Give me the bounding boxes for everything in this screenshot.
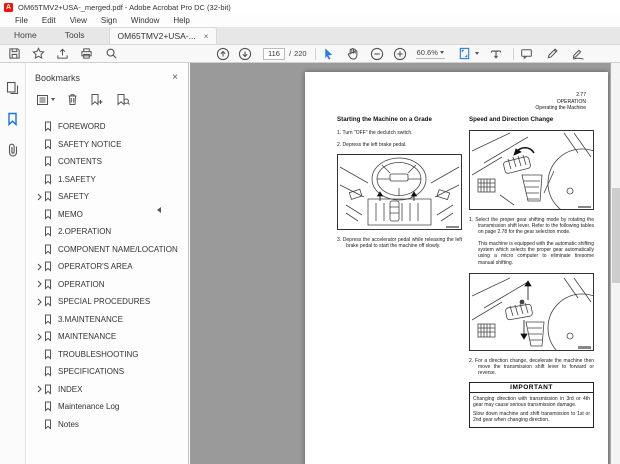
save-button[interactable] — [6, 47, 22, 61]
menu-item[interactable]: File — [15, 16, 28, 25]
shift-lever-updown-figure — [469, 273, 594, 351]
bookmark-icon — [44, 279, 52, 290]
expand-chevron-icon[interactable] — [34, 333, 44, 341]
zoom-in-icon — [393, 47, 407, 61]
zoom-level-value: 60.6% — [416, 48, 438, 57]
bookmark-label: FOREWORD — [58, 122, 106, 132]
page-number-input[interactable] — [263, 48, 285, 60]
window-title: OM65TMV2+USA-_merged.pdf - Adobe Acrobat Pro DC (32-bit) — [18, 2, 231, 12]
tab-bar — [0, 27, 620, 45]
select-tool-button[interactable] — [321, 47, 337, 61]
bookmark-item[interactable] — [27, 241, 188, 259]
menu-item[interactable]: View — [69, 16, 87, 25]
bookmark-icon — [44, 244, 52, 255]
bookmark-item[interactable] — [27, 363, 188, 381]
expand-chevron-icon[interactable] — [34, 193, 44, 201]
bookmark-label: COMPONENT NAME/LOCATION — [58, 244, 178, 254]
page-thumbnails-icon[interactable] — [6, 81, 19, 95]
caret-down-icon — [51, 98, 55, 101]
bookmark-label: SPECIAL PROCEDURES — [58, 297, 151, 307]
bookmark-item[interactable] — [27, 206, 188, 224]
zoom-out-icon — [370, 47, 384, 61]
bookmark-options-button[interactable] — [36, 94, 55, 106]
attachments-icon[interactable] — [7, 143, 19, 157]
bookmark-label: Notes — [58, 419, 79, 429]
next-page-button[interactable] — [237, 47, 253, 61]
page-number: 2.77 — [576, 92, 586, 98]
star-icon — [32, 47, 45, 60]
shift-lever-rotate-figure — [469, 130, 594, 210]
document-tab-label: OM65TMV2+USA-... — [117, 31, 196, 41]
expand-chevron-icon[interactable] — [34, 385, 44, 393]
document-pane[interactable] — [190, 63, 610, 464]
bookmark-label: MEMO — [58, 209, 83, 219]
close-panel-icon[interactable]: × — [172, 72, 178, 83]
bookmark-item[interactable] — [27, 118, 188, 136]
expand-chevron-icon[interactable] — [34, 263, 44, 271]
delete-bookmark-icon[interactable] — [67, 93, 78, 106]
expand-chevron-icon[interactable] — [34, 298, 44, 306]
close-tab-icon[interactable]: × — [203, 31, 209, 41]
add-bookmark-icon[interactable] — [90, 93, 104, 106]
bookmarks-panel-icon[interactable] — [7, 112, 18, 126]
bookmark-label: TROUBLESHOOTING — [58, 349, 139, 359]
chapter-title: OPERATION — [556, 98, 586, 105]
page-up-icon — [216, 47, 230, 61]
bookmark-label: SAFETY — [58, 192, 90, 202]
page-right-column — [469, 116, 594, 428]
navigation-rail — [0, 63, 26, 464]
comment-tool-button[interactable] — [519, 47, 535, 61]
pdf-page — [305, 72, 608, 464]
collapse-panel-button[interactable] — [155, 205, 163, 215]
bookmark-icon — [44, 121, 52, 132]
print-icon — [80, 47, 93, 60]
bookmark-icon — [44, 191, 52, 202]
tab-tools[interactable]: Tools — [64, 30, 85, 40]
menu-item[interactable]: Sign — [100, 16, 117, 25]
comment-bubble-icon — [520, 47, 533, 60]
figure-code — [578, 346, 591, 349]
important-body: Changing direction with transmission in 3rd or 4th gear may cause serious transmission damage. — [473, 395, 590, 409]
bookmark-item[interactable] — [27, 381, 188, 399]
tab-home[interactable]: Home — [14, 30, 37, 40]
bookmark-label: INDEX — [58, 384, 83, 394]
important-title: IMPORTANT — [470, 383, 593, 393]
bookmarks-title: Bookmarks — [35, 72, 81, 83]
page-total: 220 — [294, 49, 307, 58]
hand-icon — [346, 47, 359, 60]
bookmark-icon — [44, 331, 52, 342]
search-icon — [105, 47, 118, 60]
bookmark-label: 1.SAFETY — [58, 174, 96, 184]
caret-down-icon[interactable] — [475, 52, 479, 55]
scrollbar-thumb[interactable] — [612, 188, 620, 283]
bookmark-label: OPERATION — [58, 279, 105, 289]
title-bar — [0, 0, 620, 14]
step-text: 2. For a direction change, decelerate the machine then move the transmission shift lever to forward or reverse. — [469, 357, 594, 376]
scrolling-mode-button[interactable] — [488, 47, 504, 61]
figure-code — [578, 206, 591, 209]
bookmarks-toolbar — [27, 89, 188, 114]
bookmark-icon — [44, 419, 52, 430]
zoom-out-button[interactable] — [369, 47, 385, 61]
important-body: Slow down machine and shift transmission to 1st or 2nd gear when changing direction. — [473, 411, 590, 424]
locate-bookmark-icon[interactable] — [116, 93, 130, 106]
bookmark-item[interactable] — [27, 346, 188, 364]
page-left-column — [337, 116, 462, 255]
bookmark-icon — [44, 226, 52, 237]
fill-sign-button[interactable] — [545, 47, 561, 61]
main-toolbar — [0, 45, 620, 63]
dashboard-pedals-illustration — [338, 155, 461, 229]
bookmark-label: SAFETY NOTICE — [58, 139, 122, 149]
page-down-icon — [238, 47, 252, 61]
left-heading: Starting the Machine on a Grade — [337, 116, 432, 123]
acrobat-logo-icon: A — [5, 3, 12, 11]
paragraph-text: This machine is equipped with the automatic shifting system which selects the proper gear automatically using a micro computer to eliminate tiresome manual shifting. — [478, 241, 594, 266]
bookmark-item[interactable] — [27, 153, 188, 171]
bookmark-item[interactable] — [27, 171, 188, 189]
previous-page-button[interactable] — [215, 47, 231, 61]
bookmark-icon — [44, 314, 52, 325]
save-icon — [8, 47, 21, 60]
step-text: 2. Depress the left brake pedal. — [337, 142, 407, 149]
zoom-level-dropdown[interactable] — [416, 48, 445, 59]
bookmark-label: 3.MAINTENANCE — [58, 314, 123, 324]
bookmark-label: 2.OPERATION — [58, 227, 112, 237]
share-button[interactable] — [54, 47, 70, 61]
bookmark-icon — [44, 401, 52, 412]
bookmark-icon — [44, 384, 52, 395]
bookmark-label: Maintenance Log — [58, 402, 120, 412]
bookmarks-list — [27, 114, 188, 433]
bookmark-icon — [44, 174, 52, 185]
bookmark-icon — [44, 366, 52, 377]
section-title: Operating the Machine — [535, 105, 586, 111]
bookmark-item[interactable] — [27, 311, 188, 329]
bookmarks-panel — [27, 63, 189, 464]
expand-chevron-icon[interactable] — [34, 280, 44, 288]
right-heading: Speed and Direction Change — [469, 116, 554, 123]
dashboard-pedals-figure — [337, 154, 462, 230]
bookmarks-header — [27, 63, 188, 89]
fit-page-icon — [458, 47, 471, 60]
page-running-header — [535, 92, 586, 112]
bookmark-item[interactable] — [27, 136, 188, 154]
upload-share-icon — [56, 47, 69, 60]
important-notice-box — [469, 382, 594, 428]
fit-page-button[interactable] — [457, 47, 473, 61]
bookmark-item[interactable] — [27, 398, 188, 416]
bookmark-item[interactable] — [27, 188, 188, 206]
find-button[interactable] — [103, 47, 119, 61]
bookmark-item[interactable] — [27, 258, 188, 276]
caret-down-icon — [440, 51, 444, 54]
step-text: 1. Select the proper gear shifting mode by rotating the transmission shift lever. Refer to the following tables on page 2.78 for the gear selection mode. — [469, 217, 594, 236]
bookmark-label: MAINTENANCE — [58, 332, 117, 342]
print-button[interactable] — [78, 47, 94, 61]
figure-code — [446, 226, 459, 229]
bookmark-item[interactable] — [27, 416, 188, 434]
hand-tool-button[interactable] — [345, 47, 361, 61]
menu-item[interactable]: Help — [173, 16, 190, 25]
bookmark-label: CONTENTS — [58, 157, 102, 167]
bookmark-icon — [44, 261, 52, 272]
zoom-in-button[interactable] — [392, 47, 408, 61]
menu-item[interactable]: Window — [130, 16, 160, 25]
vertical-scrollbar[interactable] — [610, 63, 620, 464]
shift-lever-rotate-illustration — [470, 131, 593, 209]
bookmark-item[interactable] — [27, 293, 188, 311]
step-text: 3. Depress the accelerator pedal while releasing the left brake pedal to start the machine off slowly. — [337, 237, 462, 250]
bookmark-item[interactable] — [27, 223, 188, 241]
collapse-arrow-icon — [157, 207, 161, 213]
bookmark-icon — [44, 156, 52, 167]
signature-pen-icon — [571, 47, 585, 60]
shift-lever-updown-illustration — [470, 274, 593, 350]
scrolling-mode-icon — [489, 47, 503, 61]
tab-document[interactable] — [109, 27, 218, 44]
step-text: 1. Turn "OFF" the declutch switch. — [337, 130, 413, 136]
pencil-icon — [546, 47, 559, 60]
bookmark-label: OPERATOR'S AREA — [58, 262, 133, 272]
bookmark-item[interactable] — [27, 276, 188, 294]
bookmark-icon — [44, 209, 52, 220]
page-divider: / — [289, 49, 292, 58]
sign-tool-button[interactable] — [570, 47, 586, 61]
bookmark-icon — [44, 349, 52, 360]
bookmark-item[interactable] — [27, 328, 188, 346]
cursor-arrow-icon — [322, 47, 335, 60]
bookmark-label: SPECIFICATIONS — [58, 367, 125, 377]
star-button[interactable] — [30, 47, 46, 61]
bookmark-icon — [44, 139, 52, 150]
menu-item[interactable]: Edit — [41, 16, 56, 25]
options-icon — [36, 94, 49, 106]
bookmark-icon — [44, 296, 52, 307]
